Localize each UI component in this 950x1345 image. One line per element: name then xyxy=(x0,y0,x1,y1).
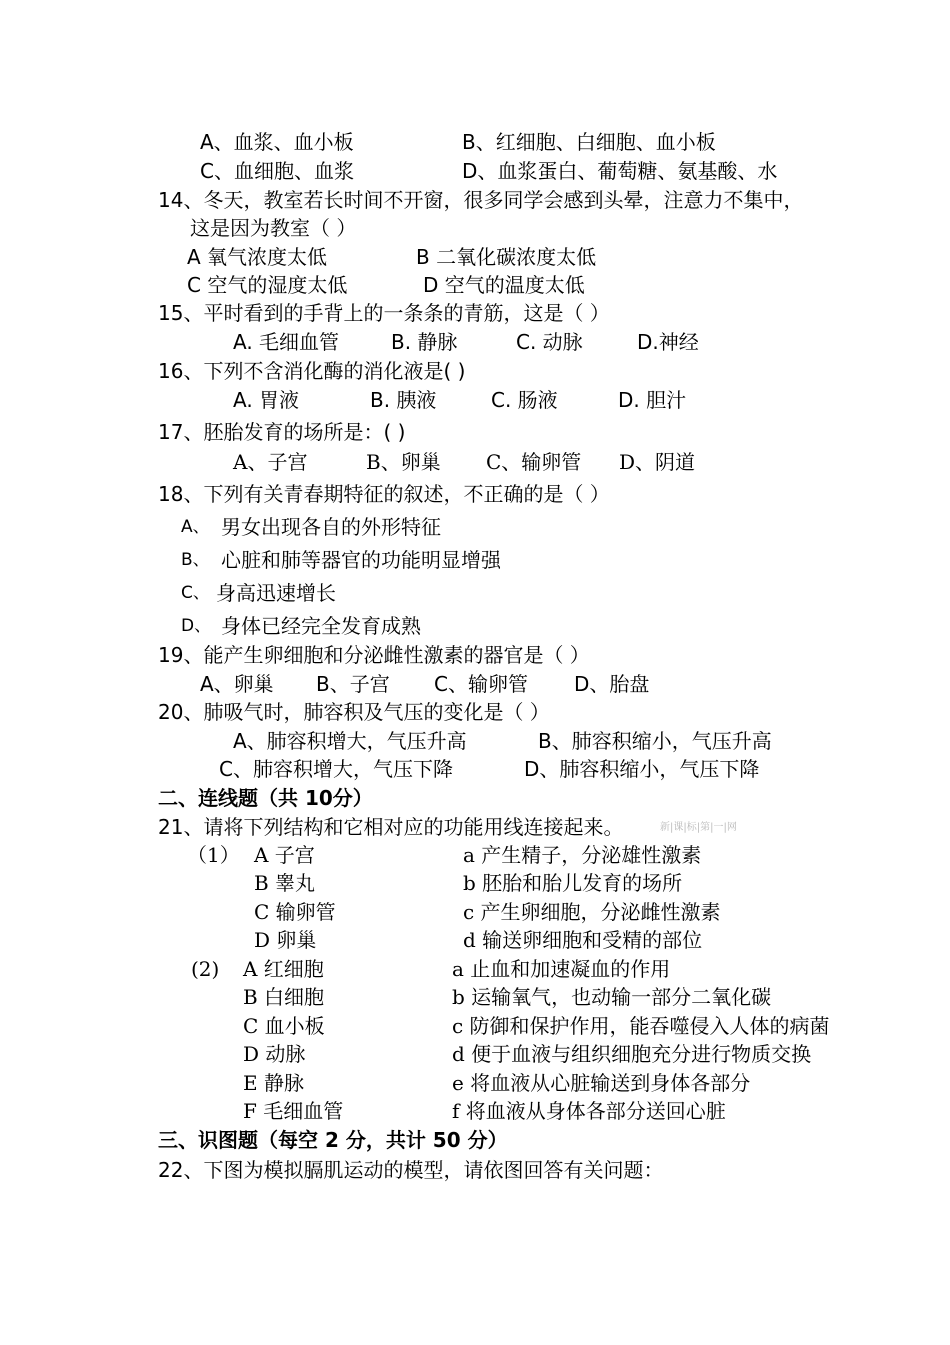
q17-option-b: B、卵巢 xyxy=(366,450,441,474)
q16-option-a: A. 胃液 xyxy=(233,388,300,412)
section-2-title: 二、连线题（共 10分） xyxy=(158,786,373,810)
q21-stem: 21、请将下列结构和它相对应的功能用线连接起来。 xyxy=(158,815,624,839)
q18-stem: 18、下列有关青春期特征的叙述，不正确的是（ ） xyxy=(158,482,610,506)
q13-option-b: B、红细胞、白细胞、血小板 xyxy=(462,130,716,154)
q18-option-b-label: B、 xyxy=(181,550,210,570)
q18-option-a-text: 男女出现各自的外形特征 xyxy=(221,515,441,539)
q21-part1-left: B 睾丸 xyxy=(254,871,316,895)
q21-part1-left: A 子宫 xyxy=(254,843,315,867)
q21-part2-right: d 便于血液与组织细胞充分进行物质交换 xyxy=(452,1042,812,1066)
q21-part2-right: f 将血液从身体各部分送回心脏 xyxy=(452,1099,726,1123)
q17-option-a: A、子宫 xyxy=(233,450,308,474)
q16-option-d: D. 胆汁 xyxy=(618,388,687,412)
q19-stem: 19、能产生卵细胞和分泌雌性激素的器官是（ ） xyxy=(158,643,590,667)
q21-part1-right: a 产生精子，分泌雄性激素 xyxy=(463,843,702,867)
q18-option-a-label: A、 xyxy=(181,517,210,537)
q16-stem: 16、下列不含消化酶的消化液是( ) xyxy=(158,359,466,383)
q21-part2-right: a 止血和加速凝血的作用 xyxy=(452,957,671,981)
q14-option-a: A 氧气浓度太低 xyxy=(187,245,328,269)
q21-part1-right: c 产生卵细胞，分泌雌性激素 xyxy=(463,900,721,924)
q15-stem: 15、平时看到的手背上的一条条的青筋，这是（ ） xyxy=(158,301,610,325)
q18-option-b-text: 心脏和肺等器官的功能明显增强 xyxy=(221,548,501,572)
q21-part2-left: E 静脉 xyxy=(243,1071,304,1095)
watermark: 新|课|标|第|一|网 xyxy=(660,822,737,833)
q18-option-d-text: 身体已经完全发育成熟 xyxy=(221,614,421,638)
q21-part1-left: C 输卵管 xyxy=(254,900,336,924)
q19-option-d: D、胎盘 xyxy=(574,672,650,696)
q20-option-b: B、肺容积缩小，气压升高 xyxy=(538,729,772,753)
q21-part2-left: C 血小板 xyxy=(243,1014,325,1038)
q19-option-c: C、输卵管 xyxy=(434,672,528,696)
q18-option-c-label: C、 xyxy=(181,583,210,603)
q21-part2-left: D 动脉 xyxy=(243,1042,306,1066)
q20-stem: 20、肺吸气时，肺容积及气压的变化是（ ） xyxy=(158,700,550,724)
q21-part1-right: d 输送卵细胞和受精的部位 xyxy=(463,928,703,952)
q21-part2-left: B 白细胞 xyxy=(243,985,325,1009)
q19-option-a: A、卵巢 xyxy=(200,672,274,696)
q18-option-c-text: 身高迅速增长 xyxy=(216,581,336,605)
q21-part2-left: A 红细胞 xyxy=(243,957,324,981)
section-3-title: 三、识图题（每空 2 分，共计 50 分） xyxy=(158,1128,508,1152)
q15-option-d: D.神经 xyxy=(637,330,699,354)
q21-part2-right: c 防御和保护作用，能吞噬侵入人体的病菌 xyxy=(452,1014,830,1038)
q18-option-d-label: D、 xyxy=(181,616,212,636)
q14-stem-cont: 这是因为教室（ ） xyxy=(190,216,357,240)
q14-option-d: D 空气的温度太低 xyxy=(423,273,585,297)
q21-part2-label: (2) xyxy=(191,957,220,981)
q21-part1-label: （1） xyxy=(187,843,240,867)
q21-part2-right: e 将血液从心脏输送到身体各部分 xyxy=(452,1071,751,1095)
q15-option-c: C. 动脉 xyxy=(516,330,583,354)
q14-option-b: B 二氧化碳浓度太低 xyxy=(416,245,597,269)
q21-part2-right: b 运输氧气，也动输一部分二氧化碳 xyxy=(452,985,772,1009)
q21-part1-left: D 卵巢 xyxy=(254,928,317,952)
q17-option-c: C、输卵管 xyxy=(486,450,582,474)
q19-option-b: B、子宫 xyxy=(316,672,390,696)
q21-part1-right: b 胚胎和胎儿发育的场所 xyxy=(463,871,683,895)
q13-option-d: D、血浆蛋白、葡萄糖、氨基酸、水 xyxy=(462,159,778,183)
q20-option-a: A、肺容积增大，气压升高 xyxy=(233,729,467,753)
q17-stem: 17、胚胎发育的场所是：( ) xyxy=(158,420,406,444)
q16-option-c: C. 肠液 xyxy=(491,388,558,412)
q17-option-d: D、阴道 xyxy=(619,450,696,474)
q16-option-b: B. 胰液 xyxy=(370,388,437,412)
q13-option-a: A、血浆、血小板 xyxy=(200,130,354,154)
q13-option-c: C、血细胞、血浆 xyxy=(200,159,354,183)
q14-stem: 14、冬天，教室若长时间不开窗，很多同学会感到头晕，注意力不集中， xyxy=(158,188,804,212)
q14-option-c: C 空气的湿度太低 xyxy=(187,273,348,297)
q22-stem: 22、下图为模拟膈肌运动的模型，请依图回答有关问题： xyxy=(158,1158,664,1182)
q20-option-c: C、肺容积增大，气压下降 xyxy=(219,757,453,781)
q15-option-b: B. 静脉 xyxy=(391,330,458,354)
q21-part2-left: F 毛细血管 xyxy=(243,1099,344,1123)
q20-option-d: D、肺容积缩小，气压下降 xyxy=(524,757,760,781)
q15-option-a: A. 毛细血管 xyxy=(233,330,340,354)
